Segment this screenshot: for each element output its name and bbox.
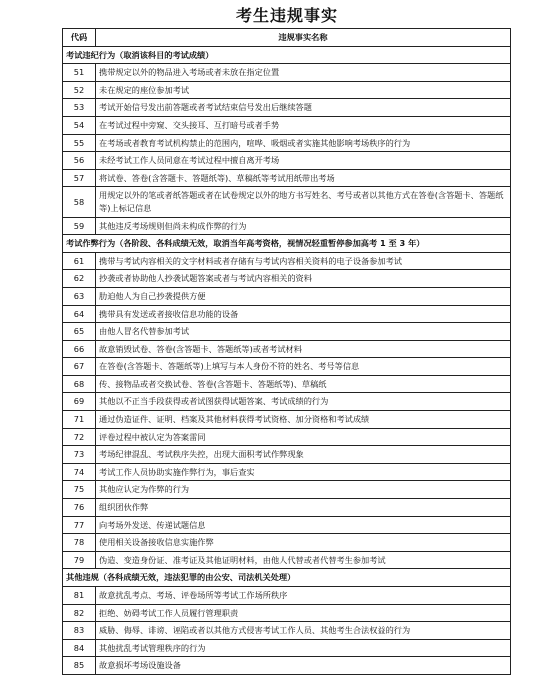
violation-code: 73 [63, 446, 96, 464]
table-row [63, 622, 511, 640]
table-row [63, 64, 511, 82]
violation-code: 76 [63, 499, 96, 517]
violation-description: 在考试过程中旁窥、交头接耳、互打暗号或者手势 [96, 116, 511, 134]
table-row [63, 358, 511, 376]
section-heading: 考试违纪行为（取消该科目的考试成绩） [63, 46, 511, 64]
violation-description: 组织团伙作弊 [96, 499, 511, 517]
section-heading-row [63, 46, 511, 64]
violation-description: 其他扰乱考试管理秩序的行为 [96, 639, 511, 657]
violation-code: 68 [63, 375, 96, 393]
violation-code: 69 [63, 393, 96, 411]
violation-code: 72 [63, 428, 96, 446]
table-row [63, 499, 511, 517]
table-row [63, 323, 511, 341]
table-row [63, 375, 511, 393]
violation-code: 83 [63, 622, 96, 640]
table-row [63, 639, 511, 657]
violation-code: 54 [63, 116, 96, 134]
table-header-row [63, 29, 511, 47]
violation-description: 伪造、变造身份证、准考证及其他证明材料，由他人代替或者代替考生参加考试 [96, 551, 511, 569]
violation-code: 67 [63, 358, 96, 376]
violation-code: 82 [63, 604, 96, 622]
violation-description: 未在规定的座位参加考试 [96, 81, 511, 99]
violation-code: 64 [63, 305, 96, 323]
table-body [63, 46, 511, 674]
violation-code: 56 [63, 152, 96, 170]
table-row [63, 446, 511, 464]
violation-description: 携带规定以外的物品进入考场或者未放在指定位置 [96, 64, 511, 82]
table-row [63, 516, 511, 534]
violation-code: 84 [63, 639, 96, 657]
violation-code: 77 [63, 516, 96, 534]
violation-code: 75 [63, 481, 96, 499]
violation-description: 其他应认定为作弊的行为 [96, 481, 511, 499]
violation-code: 63 [63, 287, 96, 305]
violation-description: 由他人冒名代替参加考试 [96, 323, 511, 341]
table-row [63, 169, 511, 187]
table-row [63, 81, 511, 99]
table-row [63, 305, 511, 323]
table-row [63, 217, 511, 235]
table-row [63, 481, 511, 499]
violation-description: 通过伪造证件、证明、档案及其他材料获得考试资格、加分资格和考试成绩 [96, 411, 511, 429]
violation-table [62, 28, 511, 675]
violation-code: 57 [63, 169, 96, 187]
violation-description: 威胁、侮辱、诽谤、诬陷或者以其他方式侵害考试工作人员、其他考生合法权益的行为 [96, 622, 511, 640]
violation-description: 故意销毁试卷、答卷(含答题卡、答题纸等)或者考试材料 [96, 340, 511, 358]
violation-code: 79 [63, 551, 96, 569]
violation-description: 考场纪律混乱、考试秩序失控，出现大面积考试作弊现象 [96, 446, 511, 464]
violation-description: 在答卷(含答题卡、答题纸等)上填写与本人身份不符的姓名、考号等信息 [96, 358, 511, 376]
violation-description: 使用相关设备接收信息实施作弊 [96, 534, 511, 552]
violation-code: 74 [63, 463, 96, 481]
section-heading: 考试作弊行为（各阶段、各科成绩无效，取消当年高考资格，视情况轻重暂停参加高考 1 至 3 年） [63, 235, 511, 253]
table-row [63, 287, 511, 305]
violation-description: 用规定以外的笔或者纸答题或者在试卷规定以外的地方书写姓名、考号或者以其他方式在答卷(含答题卡、答题纸等)上标记信息 [96, 187, 511, 217]
table-row [63, 428, 511, 446]
header-name: 违规事实名称 [96, 29, 511, 47]
violation-description: 拒绝、妨碍考试工作人员履行管理职责 [96, 604, 511, 622]
table-row [63, 657, 511, 675]
violation-description: 携带具有发送或者接收信息功能的设备 [96, 305, 511, 323]
violation-code: 66 [63, 340, 96, 358]
violation-code: 58 [63, 187, 96, 217]
violation-code: 65 [63, 323, 96, 341]
table-row [63, 116, 511, 134]
table-row [63, 463, 511, 481]
table-row [63, 411, 511, 429]
table-row [63, 152, 511, 170]
violation-code: 62 [63, 270, 96, 288]
violation-description: 抄袭或者协助他人抄袭试题答案或者与考试内容相关的资料 [96, 270, 511, 288]
violation-code: 59 [63, 217, 96, 235]
table-row [63, 393, 511, 411]
violation-code: 71 [63, 411, 96, 429]
violation-code: 51 [63, 64, 96, 82]
violation-code: 52 [63, 81, 96, 99]
violation-description: 考试开始信号发出前答题或者考试结束信号发出后继续答题 [96, 99, 511, 117]
violation-description: 肋迫他人为自己抄袭提供方便 [96, 287, 511, 305]
header-code: 代码 [63, 29, 96, 47]
violation-code: 55 [63, 134, 96, 152]
violation-code: 53 [63, 99, 96, 117]
table-row [63, 587, 511, 605]
violation-code: 81 [63, 587, 96, 605]
violation-description: 未经考试工作人员同意在考试过程中擅自离开考场 [96, 152, 511, 170]
violation-description: 携带与考试内容相关的文字材料或者存储有与考试内容相关资料的电子设备参加考试 [96, 252, 511, 270]
violation-description: 故意扰乱考点、考场、评卷场所等考试工作场所秩序 [96, 587, 511, 605]
violation-description: 向考场外发送、传递试题信息 [96, 516, 511, 534]
table-row [63, 134, 511, 152]
violation-description: 其他以不正当手段获得或者试图获得试题答案、考试成绩的行为 [96, 393, 511, 411]
violation-description: 故意损坏考场设施设备 [96, 657, 511, 675]
section-heading-row [63, 569, 511, 587]
violation-description: 评卷过程中被认定为答案雷同 [96, 428, 511, 446]
page-title: 考生违规事实 [235, 6, 338, 25]
table-row [63, 340, 511, 358]
violation-code: 85 [63, 657, 96, 675]
violation-description: 其他违反考场规则但尚未构成作弊的行为 [96, 217, 511, 235]
table-row [63, 534, 511, 552]
section-heading-row [63, 235, 511, 253]
violation-description: 将试卷、答卷(含答题卡、答题纸等)、草稿纸等考试用纸带出考场 [96, 169, 511, 187]
table-row [63, 604, 511, 622]
violation-description: 考试工作人员协助实施作弊行为，事后查实 [96, 463, 511, 481]
section-heading: 其他违规（各科成绩无效，违法犯罪的由公安、司法机关处理） [63, 569, 511, 587]
violation-code: 61 [63, 252, 96, 270]
table-row [63, 252, 511, 270]
table-row [63, 551, 511, 569]
violation-code: 78 [63, 534, 96, 552]
table-row [63, 187, 511, 217]
violation-description: 传、接物品或者交换试卷、答卷(含答题卡、答题纸等)、草稿纸 [96, 375, 511, 393]
violation-description: 在考场或者教育考试机构禁止的范围内，喧哗、吸烟或者实施其他影响考场秩序的行为 [96, 134, 511, 152]
table-row [63, 270, 511, 288]
table-row [63, 99, 511, 117]
